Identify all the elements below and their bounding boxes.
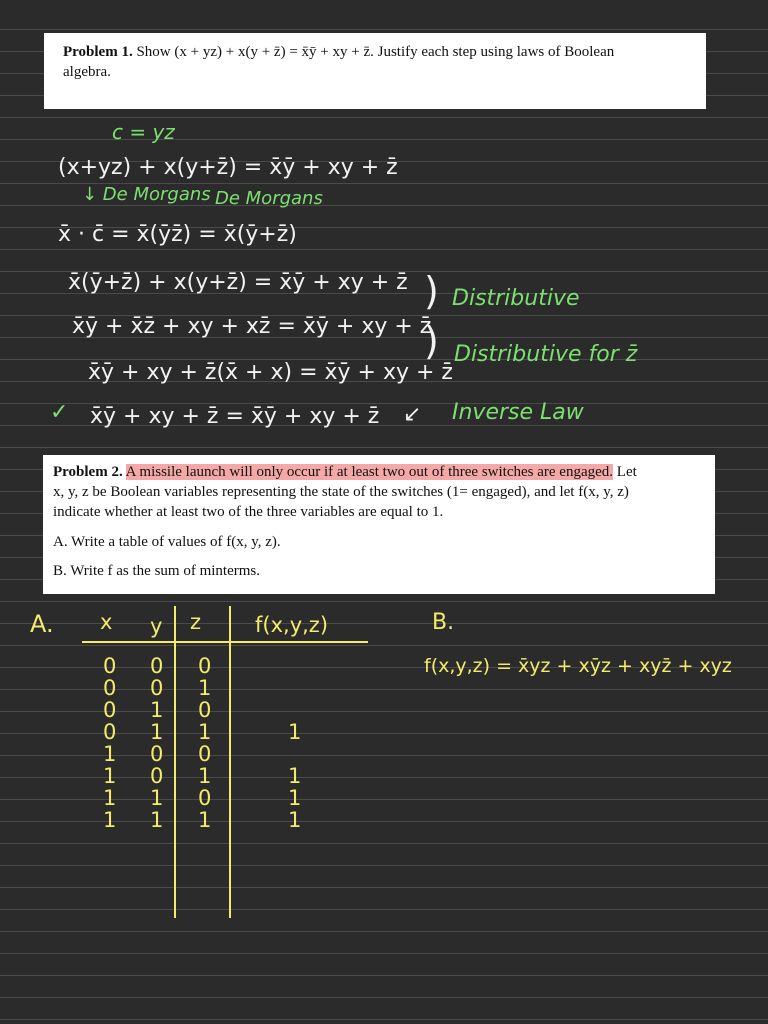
table-cell: 1: [198, 764, 212, 788]
table-cell: 0: [198, 698, 212, 722]
problem-2-line-2: x, y, z be Boolean variables representing the state of the switches (1= engaged), and let f(x, y, z): [53, 484, 629, 500]
table-cell: 1: [150, 808, 164, 832]
answer-label-b: B.: [432, 610, 455, 635]
law-distributive: Distributive: [452, 286, 580, 311]
table-cell: 0: [198, 742, 212, 766]
header-x: x: [100, 610, 113, 634]
table-header-rule: [82, 641, 368, 643]
table-cell: 0: [103, 654, 117, 678]
table-cell: 1: [103, 742, 117, 766]
brace-2: ): [424, 319, 439, 363]
note-c-definition: c = yz: [112, 120, 175, 144]
work-line-5: x̄ȳ + xy + z̄(x̄ + x) = x̄ȳ + xy + z̄: [88, 360, 453, 385]
table-cell-f: 1: [288, 786, 302, 810]
brace-1: ): [424, 269, 439, 313]
check-mark: ✓: [50, 400, 69, 425]
problem-2-card: [43, 455, 715, 594]
table-cell: 1: [198, 720, 212, 744]
work-line-2: x̄ · c̄ = x̄(ȳz̄) = x̄(ȳ+z̄): [58, 222, 297, 247]
law-distributive-z: Distributive for z̄: [454, 342, 638, 367]
work-line-3: x̄(ȳ+z̄) + x(y+z̄) = x̄ȳ + xy + z̄: [68, 270, 408, 295]
problem-2-line-1: [53, 462, 705, 482]
table-cell: 0: [103, 720, 117, 744]
problem-1-statement: [63, 42, 702, 62]
table-cell: 0: [103, 676, 117, 700]
problem-2-let: Let: [613, 464, 637, 480]
note-de-morgans-2: De Morgans: [215, 188, 323, 209]
header-f: f(x,y,z): [255, 613, 329, 637]
work-line-4: x̄ȳ + x̄z̄ + xy + xz̄ = x̄ȳ + xy + z̄: [72, 314, 432, 339]
table-cell: 1: [198, 808, 212, 832]
problem-2-label: Problem 2.: [53, 464, 123, 480]
note-de-morgans-1: ↓ De Morgans: [82, 184, 211, 205]
table-cell: 1: [103, 764, 117, 788]
table-divider-1: [174, 606, 176, 918]
table-cell: 0: [150, 654, 164, 678]
arrow-inverse: ↙: [403, 402, 422, 427]
table-cell: 1: [150, 720, 164, 744]
table-cell: 1: [150, 698, 164, 722]
header-y: y: [150, 614, 163, 638]
table-cell: 0: [198, 654, 212, 678]
highlighted-sentence: A missile launch will only occur if at least two out of three switches are engaged.: [125, 464, 614, 480]
problem-2-part-b: B. Write f as the sum of minterms.: [53, 563, 261, 579]
minterm-expression: f(x,y,z) = x̄yz + xȳz + xyz̄ + xyz: [424, 655, 732, 677]
table-cell: 0: [198, 786, 212, 810]
table-cell: 0: [103, 698, 117, 722]
table-cell-f: 1: [288, 720, 302, 744]
table-cell: 1: [150, 786, 164, 810]
problem-1-card: [44, 33, 706, 109]
answer-label-a: A.: [30, 610, 54, 638]
problem-1-text: Show (x + yz) + x(y + z̄) = x̄ȳ + xy + z̄. Justify each step using laws of Boolean: [136, 44, 615, 60]
work-line-6: x̄ȳ + xy + z̄ = x̄ȳ + xy + z̄: [90, 404, 380, 429]
table-cell: 0: [150, 676, 164, 700]
problem-2-part-a: A. Write a table of values of f(x, y, z).: [53, 534, 281, 550]
table-divider-2: [229, 606, 231, 918]
work-line-1: (x+yz) + x(y+z̄) = x̄ȳ + xy + z̄: [58, 155, 398, 180]
table-cell: 1: [103, 786, 117, 810]
table-cell: 0: [150, 764, 164, 788]
table-cell: 0: [150, 742, 164, 766]
problem-2-line-3: indicate whether at least two of the three variables are equal to 1.: [53, 504, 444, 520]
table-cell: 1: [198, 676, 212, 700]
header-z: z: [190, 610, 202, 634]
table-cell: 1: [103, 808, 117, 832]
table-cell-f: 1: [288, 764, 302, 788]
problem-1-text-cont: algebra.: [63, 64, 111, 80]
problem-1-label: Problem 1.: [63, 44, 133, 60]
law-inverse: Inverse Law: [452, 400, 584, 425]
table-cell-f: 1: [288, 808, 302, 832]
